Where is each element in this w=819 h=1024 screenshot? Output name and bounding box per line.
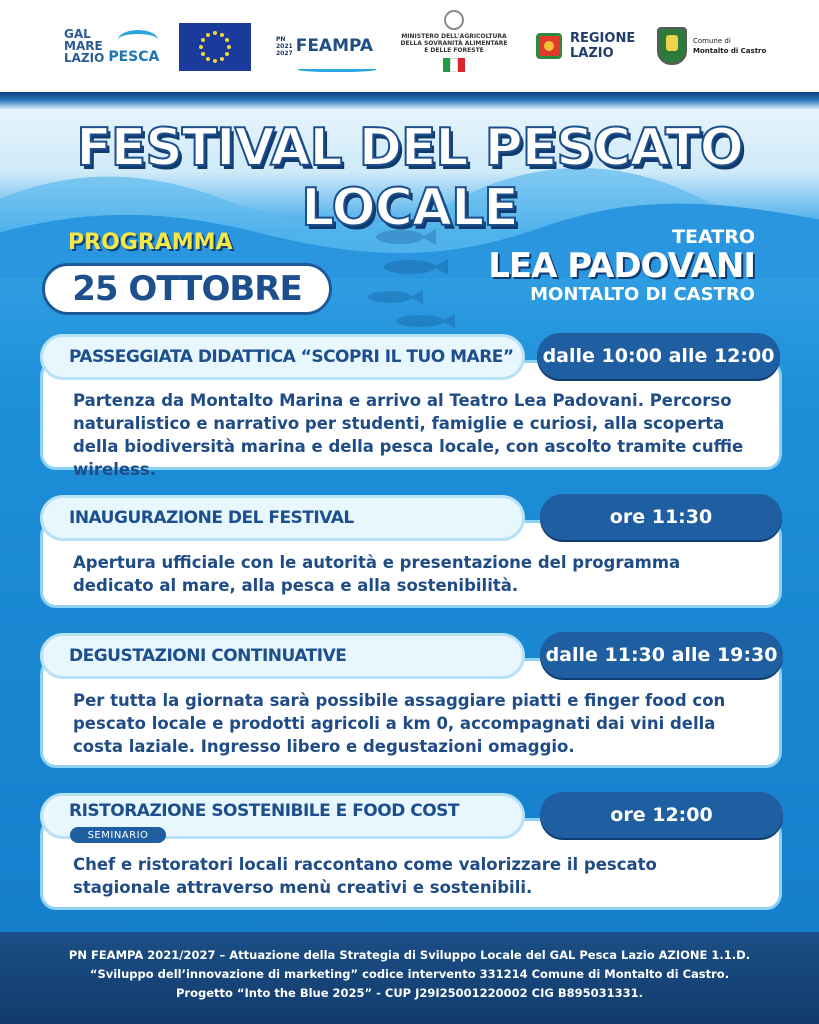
event-time: ore 12:00 bbox=[540, 792, 783, 838]
event-description: Per tutta la giornata sarà possibile assaggiare piatti e finger food con pescato locale e prodotti agricoli a km 0, accompagnati dai vini della costa laziale. Ingresso libero e degustazioni omaggio. bbox=[73, 691, 726, 756]
feampa-word: FEAMPA bbox=[295, 36, 374, 56]
seminar-tag: SEMINARIO bbox=[70, 827, 166, 843]
gal-line2: MARE bbox=[64, 39, 103, 53]
festival-title: FESTIVAL DEL PESCATO LOCALE bbox=[76, 118, 743, 238]
eu-flag-logo bbox=[179, 23, 251, 71]
wave-icon bbox=[118, 30, 158, 50]
comune-line2: Montalto di Castro bbox=[693, 47, 767, 55]
comune-text bbox=[693, 36, 766, 56]
comune-line1: Comune di bbox=[693, 37, 731, 45]
footer-line3: Progetto “Into the Blue 2025” - CUP J29I25001220002 CIG B895031331. bbox=[176, 986, 643, 1000]
gal-word: PESCA bbox=[108, 49, 160, 65]
comune-logo bbox=[657, 14, 767, 78]
event-time: dalle 11:30 alle 19:30 bbox=[540, 632, 783, 678]
comune-shield-icon bbox=[657, 27, 687, 65]
gal-line1: GAL bbox=[64, 27, 91, 41]
venue-line1: TEATRO bbox=[672, 226, 755, 248]
footer bbox=[0, 932, 819, 1024]
feampa-pn: PN 2021 2027 bbox=[276, 35, 293, 57]
footer-line2: “Sviluppo dell’innovazione di marketing” codice intervento 331214 Comune di Montalto di Castro. bbox=[89, 967, 730, 981]
italian-flag-icon bbox=[443, 58, 465, 72]
venue-block bbox=[488, 226, 755, 306]
regione-emblem-icon bbox=[536, 33, 562, 59]
gal-pesca-logo bbox=[64, 14, 160, 78]
fish-decoration-icon bbox=[360, 225, 470, 335]
programma-label: PROGRAMMA bbox=[68, 230, 233, 255]
eu-stars-icon bbox=[179, 23, 251, 71]
event-title: INAUGURAZIONE DEL FESTIVAL bbox=[40, 495, 525, 541]
footer-line1: PN FEAMPA 2021/2027 – Attuazione della Strategia di Sviluppo Locale del GAL Pesca Lazio AZIONE 1.1.D. bbox=[68, 948, 751, 962]
regione-lazio-logo bbox=[536, 14, 641, 78]
regione-text: REGIONE LAZIO bbox=[570, 31, 636, 61]
ministero-text: MINISTERO DELL'AGRICOLTURA DELLA SOVRANITÀ ALIMENTARE E DELLE FORESTE bbox=[400, 33, 508, 54]
event-title: RISTORAZIONE SOSTENIBILE E FOOD COST bbox=[40, 793, 525, 839]
venue-name: LEA PADOVANI bbox=[488, 246, 755, 286]
event-description: Apertura ufficiale con le autorità e presentazione del programma dedicato al mare, alla pesca e alla sostenibilità. bbox=[73, 553, 681, 595]
event-title: PASSEGGIATA DIDATTICA “SCOPRI IL TUO MARE” bbox=[40, 334, 525, 380]
event-time: ore 11:30 bbox=[540, 494, 782, 540]
gal-line3: LAZIO bbox=[64, 51, 105, 65]
swoosh-icon bbox=[298, 66, 376, 72]
italian-emblem-icon bbox=[444, 10, 464, 30]
event-description: Partenza da Montalto Marina e arrivo al Teatro Lea Padovani. Percorso naturalistico e narrativo per studenti, famiglie e curiosi, alla scoperta della biodiversità marina e della pesca locale, con ascolto tramite cuffie wireless. bbox=[73, 391, 744, 479]
event-time: dalle 10:00 alle 12:00 bbox=[537, 333, 780, 379]
venue-town: MONTALTO DI CASTRO bbox=[530, 284, 755, 305]
feampa-logo bbox=[276, 14, 376, 78]
event-title: DEGUSTAZIONI CONTINUATIVE bbox=[40, 633, 525, 679]
event-date: 25 OTTOBRE bbox=[42, 263, 332, 315]
ministero-logo bbox=[398, 14, 510, 78]
event-description: Chef e ristoratori locali raccontano come valorizzare il pescato stagionale attraverso menù creativi e sostenibili. bbox=[73, 855, 657, 897]
gal-logo-text bbox=[64, 28, 104, 64]
logo-strip bbox=[0, 0, 819, 92]
